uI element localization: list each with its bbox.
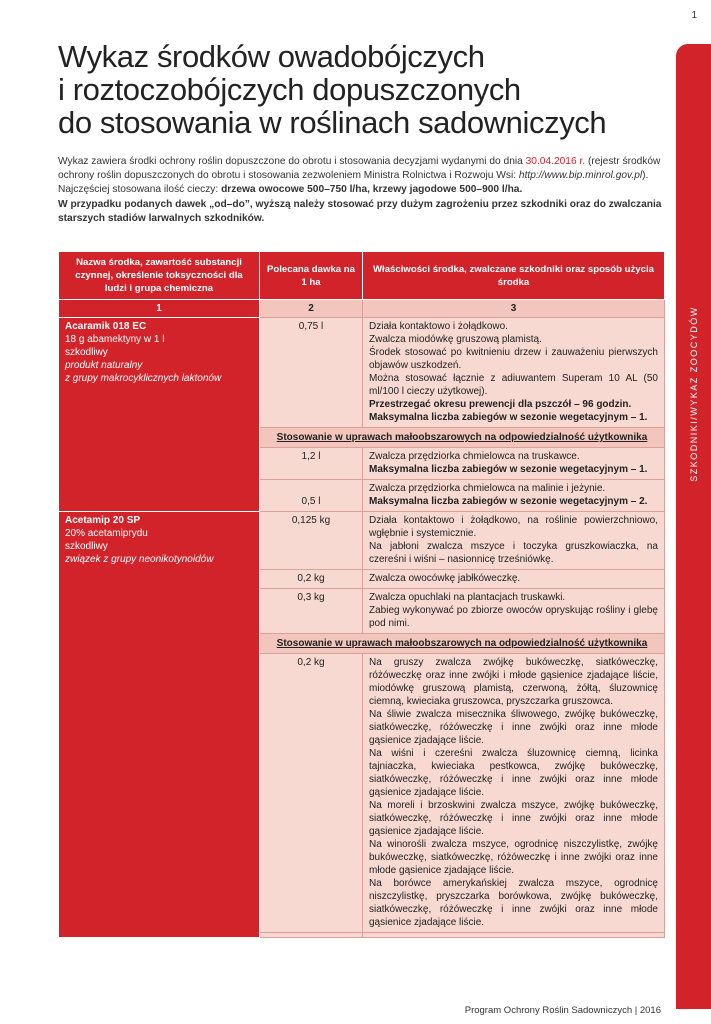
max-treatments-note: Maksymalna liczba zabiegów w sezonie wegetacyjnym – 1. [369, 464, 648, 475]
intro-url: http://www.bip.minrol.gov.pl [518, 170, 643, 182]
product-cell-acaramik [59, 318, 260, 512]
product-group: z grupy makrocyklicznych laktonów [65, 373, 222, 384]
description-line: Na gruszy zwalcza zwójkę bukóweczkę, siatkóweczkę, różóweczkę oraz inne zwójki i młode gąsienice zjadające liście, miodówkę gruszową plamistą, czerwoną, żółtą, śluzownicę ciemną, kwieciaka gruszowca, pryszczarka gruszowca. [369, 657, 658, 707]
description-line: Zwalcza przędziorka chmielowca na truskawce. [369, 451, 580, 462]
table-row [59, 512, 665, 570]
product-origin: produkt naturalny [65, 360, 143, 371]
description-cell [363, 318, 665, 428]
description-cell: Zwalcza owocówkę jabłkóweczkę. [363, 570, 665, 589]
description-line: Zwalcza przędziorka chmielowca na malinie i jeżynie. [369, 483, 606, 494]
product-group: związek z grupy neonikotynoidów [65, 554, 214, 565]
side-tab-label: SZKODNIKI/WYKAZ ZOOCYDÓW [689, 306, 700, 482]
intro-text: Najczęściej stosowana ilość cieczy: [58, 184, 222, 196]
description-line: Na borówce amerykańskiej zwalcza mszyce, ogrodnicę niszczylistkę, pryszczarka borówkowa, zwójkę bukóweczkę, siatkóweczkę, różóweczkę i inne zwójki oraz inne młode gąsienice zjadające liście. [369, 878, 658, 928]
dose-cell: 1,2 l [260, 448, 363, 480]
col-number-2: 2 [260, 300, 363, 318]
spacer-cell [363, 933, 665, 938]
product-toxicity: szkodliwy [65, 347, 108, 358]
spacer-cell [260, 933, 363, 938]
description-line: Działa kontaktowo i żołądkowo. [369, 321, 508, 332]
intro-text: Wykaz zawiera środki ochrony roślin dopuszczone do obrotu i stosowania decyzjami wydanymi do dnia [58, 156, 526, 167]
description-line: Na wiśni i czereśni zwalcza śluzownicę ciemną, licinka tajniaczka, kwieciaka pestkowca, zwójkę bukóweczkę, siatkóweczkę, różóweczkę i inne zwójki oraz inne młode gąsienice zjadające liście. [369, 748, 658, 798]
header-properties: Właściwości środka, zwalczane szkodniki oraz sposób użycia środka [363, 252, 665, 300]
product-name: Acaramik 018 EC [65, 321, 147, 332]
intro-paragraph-3 [58, 198, 666, 226]
header-dose: Polecana dawka na 1 ha [260, 252, 363, 300]
description-line: Środek stosować po kwitnieniu drzew i zauważeniu pierwszych objawów uszkodzeń. [369, 347, 658, 371]
col-number-1: 1 [59, 300, 260, 318]
description-cell [363, 589, 665, 634]
description-line: Zwalcza opuchlaki na plantacjach truskawki. [369, 592, 566, 603]
side-tab [676, 0, 711, 1024]
description-cell [363, 480, 665, 512]
title-line-3: do stosowania w roślinach sadowniczych [58, 105, 607, 140]
intro-text: ). [642, 170, 649, 182]
intro-date: 30.04.2016 r. [525, 156, 586, 167]
dose-cell: 0,5 l [260, 480, 363, 512]
description-line: Na jabłoni zwalcza mszyce i toczyka gruszkowiaczka, na czereśni i wiśni – nasionnicę trześniówkę. [369, 541, 658, 565]
product-table [58, 251, 665, 938]
table-row [59, 318, 665, 428]
description-line: Na moreli i brzoskwini zwalcza mszyce, zwójkę bukóweczkę, siatkóweczkę, różóweczkę i inne zwójki oraz inne młode gąsienice zjadające liście. [369, 800, 658, 837]
intro-text: (rejestr środków ochrony roślin dopuszczonych do obrotu i stosowania zezwoleniem Ministra Rolnictwa i Rozwoju Wsi: [58, 156, 661, 182]
dose-cell: 0,75 l [260, 318, 363, 428]
intro-bold: drzewa owocowe 500–750 l/ha, krzewy jagodowe 500–900 l/ha. [221, 184, 523, 196]
description-line: Zabieg wykonywać po zbiorze owoców opryskując rośliny i glebę pod nimi. [369, 605, 658, 629]
title-line-1: Wykaz środków owadobójczych [58, 39, 485, 74]
footer: Program Ochrony Roślin Sadowniczych | 2016 [464, 1005, 661, 1016]
page-number-box [676, 0, 711, 40]
product-toxicity: szkodliwy [65, 541, 108, 552]
col-number-3: 3 [363, 300, 665, 318]
product-content: 18 g abamektyny w 1 l [65, 334, 165, 345]
max-treatments-note: Maksymalna liczba zabiegów w sezonie wegetacyjnym – 1. [369, 412, 648, 423]
product-content: 20% acetamiprydu [65, 528, 148, 539]
description-line: Można stosować łącznie z adiuwantem Superam 10 AL (50 ml/100 l cieczy użytkowej). [369, 373, 658, 397]
dose-cell: 0,3 kg [260, 589, 363, 634]
minor-use-note: Stosowanie w uprawach małoobszarowych na odpowiedzialność użytkownika [260, 634, 665, 654]
page-title [58, 40, 668, 139]
dose-cell: 0,125 kg [260, 512, 363, 570]
description-line: Zwalcza miodówkę gruszową plamistą. [369, 334, 542, 345]
title-line-2: i roztoczobójczych dopuszczonych [58, 72, 521, 107]
dose-cell: 0,2 kg [260, 654, 363, 933]
minor-use-note: Stosowanie w uprawach małoobszarowych na odpowiedzialność użytkownika [260, 428, 665, 448]
description-line: Na śliwie zwalcza misecznika śliwowego, zwójkę bukóweczkę, siatkóweczkę, różóweczkę i inne zwójki oraz inne młode gąsienice zjadające liście. [369, 709, 658, 746]
description-cell [363, 448, 665, 480]
side-tab-band [676, 44, 711, 1009]
header-name: Nazwa środka, zawartość substancji czynnej, określenie toksyczności dla ludzi i grupa chemiczna [59, 252, 260, 300]
product-name: Acetamip 20 SP [65, 515, 141, 526]
description-line: Na winorośli zwalcza mszyce, ogrodnicę niszczylistkę, zwójkę bukóweczkę, siatkóweczkę, różóweczkę i inne zwójki oraz inne młode gąsienice zjadające liście. [369, 839, 658, 876]
intro-paragraph-2 [58, 183, 666, 197]
description-line: Działa kontaktowo i żołądkowo, na roślinie powierzchniowo, wgłębnie i systemicznie. [369, 515, 658, 539]
bee-prevention-note: Przestrzegać okresu prewencji dla pszczół – 96 godzin. [369, 399, 632, 410]
column-number-row [59, 300, 665, 318]
description-cell [363, 654, 665, 933]
intro-paragraph-1 [58, 155, 666, 183]
max-treatments-note: Maksymalna liczba zabiegów w sezonie wegetacyjnym – 2. [369, 496, 648, 507]
page-number: 1 [691, 10, 697, 21]
description-cell [363, 512, 665, 570]
dose-cell: 0,2 kg [260, 570, 363, 589]
intro [58, 155, 666, 226]
intro-bold: W przypadku podanych dawek „od–do”, wyższą należy stosować przy dużym zagrożeniu przez szkodniki oraz do zwalczania starszych stadiów larwalnych szkodników. [58, 198, 662, 224]
product-cell-acetamip [59, 512, 260, 938]
side-tab-label-wrap [679, 294, 709, 494]
table-header-row [59, 252, 665, 300]
